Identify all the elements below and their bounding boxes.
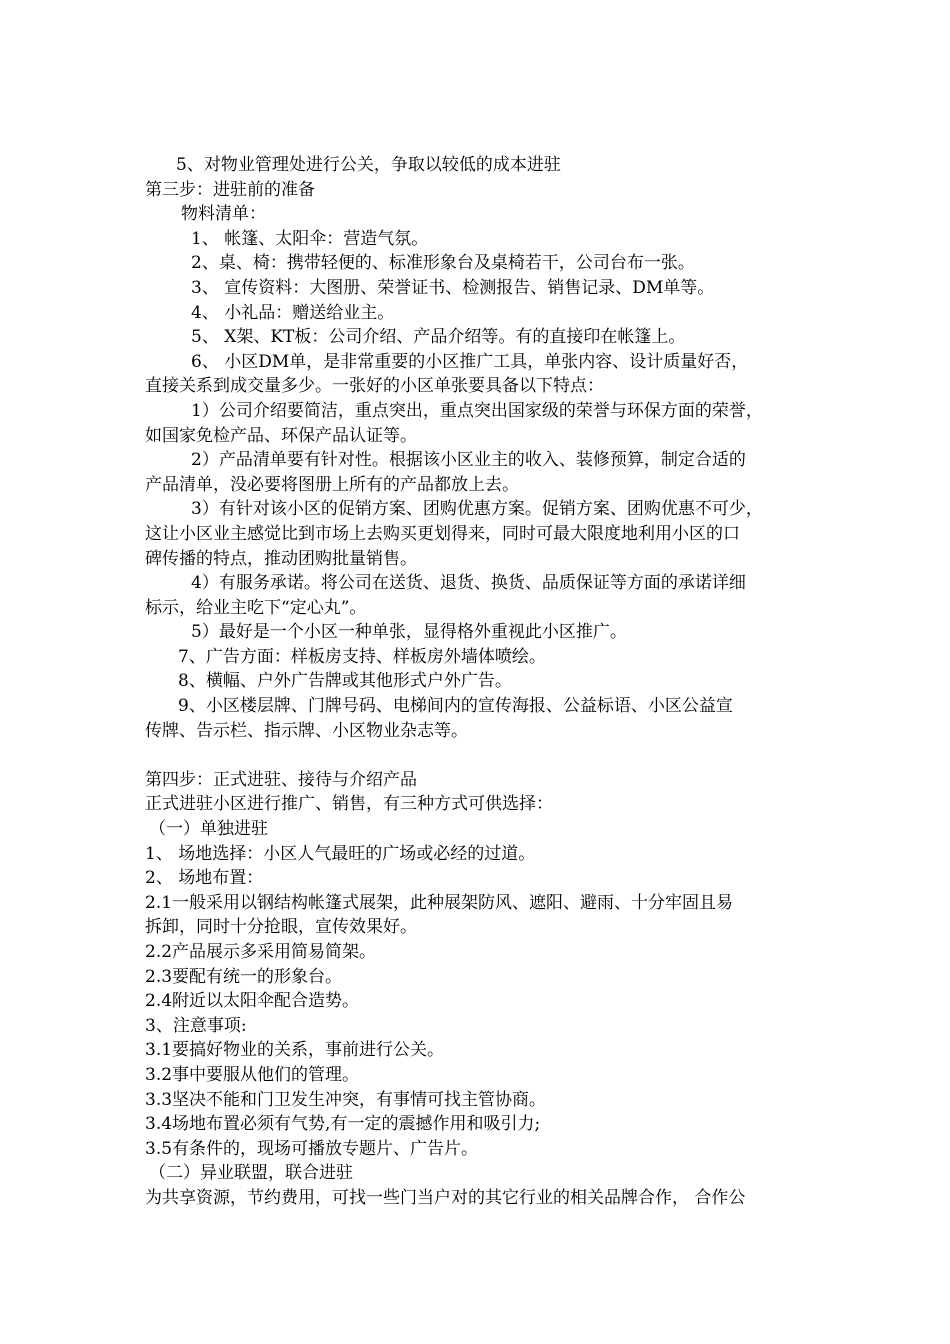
list-item: 3.1要搞好物业的关系，事前进行公关。 (145, 1040, 445, 1061)
text-line: 为共享资源，节约费用，可找一些门当户对的其它行业的相关品牌合作， 合作公 (145, 1187, 746, 1208)
list-item: 3.3坚决不能和门卫发生冲突，有事情可找主管协商。 (145, 1089, 547, 1110)
list-item: 6、 小区DM单，是非常重要的小区推广工具，单张内容、设计质量好否， (191, 351, 749, 372)
list-item: 7、广告方面：样板房支持、样板房外墙体喷绘。 (178, 646, 546, 667)
text-line: 如国家免检产品、环保产品认证等。 (145, 425, 417, 446)
text-line: 标示，给业主吃下“定心丸”。 (145, 597, 367, 618)
list-item: 3、 宣传资料：大图册、荣誉证书、检测报告、销售记录、DM单等。 (191, 277, 715, 298)
text-line: 碑传播的特点，推动团购批量销售。 (145, 548, 417, 569)
list-item: 3）有针对该小区的促销方案、团购优惠方案。促销方案、团购优惠不可少， (191, 499, 763, 520)
document-body (145, 153, 813, 1211)
subsection-heading: （一）单独进驻 (149, 819, 268, 840)
text-line: 物料清单： (181, 204, 266, 225)
list-item: 3.5有条件的，现场可播放专题片、广告片。 (145, 1138, 479, 1159)
list-item: 2、 场地布置： (145, 868, 264, 889)
list-item: 9、小区楼层牌、门牌号码、电梯间内的宣传海报、公益标语、小区公益宣 (178, 696, 733, 717)
list-item: 4、 小礼品：赠送给业主。 (191, 302, 395, 323)
text-line: 产品清单，没必要将图册上所有的产品都放上去。 (145, 474, 519, 495)
list-item: 2）产品清单要有针对性。根据该小区业主的收入、装修预算，制定合适的 (191, 450, 746, 471)
section-heading-step4: 第四步：正式进驻、接待与介绍产品 (145, 769, 417, 790)
list-item: 5）最好是一个小区一种单张，显得格外重视此小区推广。 (191, 622, 627, 643)
list-item: 2.1一般采用以钢结构帐篷式展架，此种展架防风、遮阳、避雨、十分牢固且易 (145, 892, 734, 913)
section-heading-step3: 第三步：进驻前的准备 (145, 179, 315, 200)
list-item: 3.4场地布置必须有气势,有一定的震撼作用和吸引力; (145, 1114, 541, 1135)
blank-line (145, 743, 813, 768)
text-line: 这让小区业主感觉比到市场上去购买更划得来，同时可最大限度地利用小区的口 (145, 523, 740, 544)
list-item: 2.3要配有统一的形象台。 (145, 966, 343, 987)
list-item: 2、桌、椅：携带轻便的、标准形象台及桌椅若干，公司台布一张。 (191, 253, 695, 274)
list-item: 3.2事中要服从他们的管理。 (145, 1064, 360, 1085)
list-item: 5、 X架、KT板：公司介绍、产品介绍等。有的直接印在帐篷上。 (191, 327, 686, 348)
list-item: 1）公司介绍要简洁，重点突出，重点突出国家级的荣誉与环保方面的荣誉， (191, 400, 763, 421)
text-line: 5、对物业管理处进行公关，争取以较低的成本进驻 (176, 155, 561, 175)
list-item: 2.2产品展示多采用简易简架。 (145, 942, 377, 962)
subsection-heading: （二）异业联盟，联合进驻 (149, 1163, 353, 1184)
text-line: 拆卸，同时十分抢眼，宣传效果好。 (145, 917, 417, 938)
list-item: 8、横幅、户外广告牌或其他形式户外广告。 (178, 671, 512, 692)
list-item: 1、 帐篷、太阳伞：营造气氛。 (191, 228, 429, 249)
list-item: 2.4附近以太阳伞配合造势。 (145, 991, 360, 1012)
list-item: 3、注意事项: (145, 1015, 247, 1036)
text-line: 传牌、告示栏、指示牌、小区物业杂志等。 (145, 720, 468, 741)
text-line: 直接关系到成交量多少。一张好的小区单张要具备以下特点： (145, 376, 604, 397)
text-line: 正式进驻小区进行推广、销售，有三种方式可供选择： (145, 794, 553, 815)
list-item: 1、 场地选择：小区人气最旺的广场或必经的过道。 (145, 843, 536, 864)
list-item: 4）有服务承诺。将公司在送货、退货、换货、品质保证等方面的承诺详细 (191, 573, 746, 594)
